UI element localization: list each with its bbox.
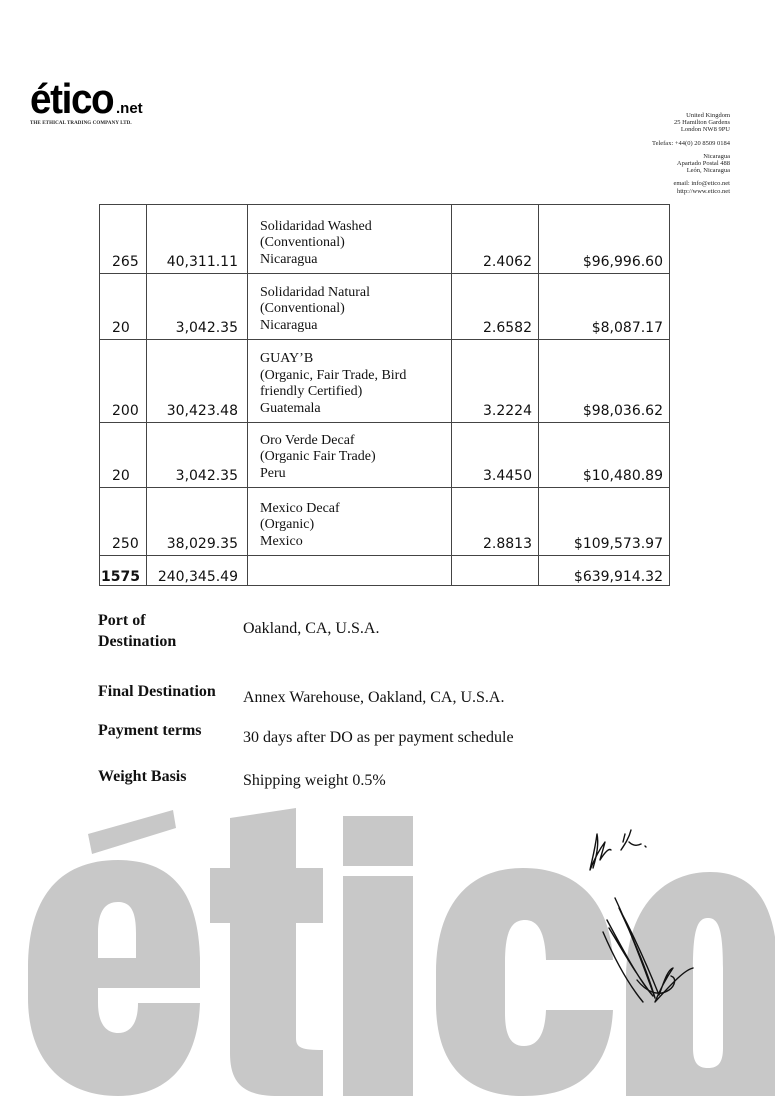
table-row bbox=[100, 488, 670, 556]
description-line: Guatemala bbox=[260, 400, 321, 416]
term-label: Payment terms bbox=[98, 722, 202, 739]
website: http://www.etico.net bbox=[676, 187, 730, 195]
address-line: 25 Hamilton Gardens bbox=[674, 119, 730, 127]
empty-cell bbox=[452, 556, 539, 586]
description-line: (Organic, Fair Trade, Bird bbox=[260, 367, 407, 383]
totals-row bbox=[100, 556, 670, 586]
kg-cell: 3,042.35 bbox=[147, 274, 248, 340]
term-label-line: Port of bbox=[98, 612, 146, 629]
bags-cell: 20 bbox=[100, 423, 147, 488]
amount-cell: $98,036.62 bbox=[539, 340, 670, 423]
company-address bbox=[652, 112, 730, 195]
description-line: Nicaragua bbox=[260, 317, 318, 333]
company-tagline: THE ETHICAL TRADING COMPANY LTD. bbox=[30, 121, 132, 126]
goods-table bbox=[99, 204, 670, 586]
description-line: Peru bbox=[260, 465, 286, 481]
logo-suffix: .net bbox=[116, 100, 143, 117]
price-cell: 2.8813 bbox=[452, 488, 539, 556]
description-cell bbox=[248, 205, 452, 274]
amount-cell: $8,087.17 bbox=[539, 274, 670, 340]
price-cell: 2.4062 bbox=[452, 205, 539, 274]
price-cell: 3.4450 bbox=[452, 423, 539, 488]
bags-cell: 250 bbox=[100, 488, 147, 556]
description-line: (Organic Fair Trade) bbox=[260, 449, 376, 464]
address-line: London NW8 9PU bbox=[680, 126, 730, 134]
description-line: (Conventional) bbox=[260, 235, 345, 250]
total-bags-cell: 1575 bbox=[100, 556, 147, 586]
description-cell bbox=[248, 423, 452, 488]
description-line: (Organic) bbox=[260, 517, 315, 532]
description-line: Solidaridad Natural bbox=[260, 284, 371, 300]
table-row bbox=[100, 274, 670, 340]
total-kg-cell: 240,345.49 bbox=[147, 556, 248, 586]
table-row bbox=[100, 423, 670, 488]
address-line: León, Nicaragua bbox=[686, 167, 730, 175]
description-cell bbox=[248, 340, 452, 423]
table-row bbox=[100, 340, 670, 423]
kg-cell: 3,042.35 bbox=[147, 423, 248, 488]
amount-cell: $10,480.89 bbox=[539, 423, 670, 488]
term-value: Annex Warehouse, Oakland, CA, U.S.A. bbox=[243, 689, 505, 706]
amount-cell: $109,573.97 bbox=[539, 488, 670, 556]
price-cell: 2.6582 bbox=[452, 274, 539, 340]
description-line: friendly Certified) bbox=[260, 384, 363, 399]
description-line: (Conventional) bbox=[260, 301, 345, 316]
handwritten-signature bbox=[585, 820, 705, 1010]
description-cell bbox=[248, 274, 452, 340]
address-line: Apartado Postal 488 bbox=[676, 160, 730, 168]
bags-cell: 265 bbox=[100, 205, 147, 274]
description-line: Mexico bbox=[260, 533, 303, 549]
email: email: info@etico.net bbox=[673, 180, 730, 188]
kg-cell: 38,029.35 bbox=[147, 488, 248, 556]
table-row bbox=[100, 205, 670, 274]
bags-cell: 20 bbox=[100, 274, 147, 340]
term-value: 30 days after DO as per payment schedule bbox=[243, 729, 514, 746]
description-line: Mexico Decaf bbox=[260, 500, 340, 516]
kg-cell: 40,311.11 bbox=[147, 205, 248, 274]
description-line: Nicaragua bbox=[260, 251, 318, 267]
description-line: Solidaridad Washed bbox=[260, 218, 372, 234]
bags-cell: 200 bbox=[100, 340, 147, 423]
address-line: Nicaragua bbox=[703, 152, 730, 160]
company-logo bbox=[30, 75, 143, 122]
logo-wordmark: ético bbox=[30, 75, 114, 122]
description-cell bbox=[248, 488, 452, 556]
address-line: United Kingdom bbox=[686, 112, 730, 119]
amount-cell: $96,996.60 bbox=[539, 205, 670, 274]
term-label: Final Destination bbox=[98, 683, 216, 700]
term-value: Shipping weight 0.5% bbox=[243, 772, 386, 789]
term-label bbox=[98, 610, 238, 652]
empty-cell bbox=[248, 556, 452, 586]
term-label: Weight Basis bbox=[98, 768, 187, 785]
term-label-line: Destination bbox=[98, 633, 177, 650]
price-cell: 3.2224 bbox=[452, 340, 539, 423]
term-value: Oakland, CA, U.S.A. bbox=[243, 620, 380, 637]
description-line: GUAY’B bbox=[260, 351, 314, 366]
grand-total-cell: $639,914.32 bbox=[539, 556, 670, 586]
telefax: Telefax: +44(0) 20 8509 0184 bbox=[652, 139, 730, 147]
kg-cell: 30,423.48 bbox=[147, 340, 248, 423]
description-line: Oro Verde Decaf bbox=[260, 432, 355, 448]
